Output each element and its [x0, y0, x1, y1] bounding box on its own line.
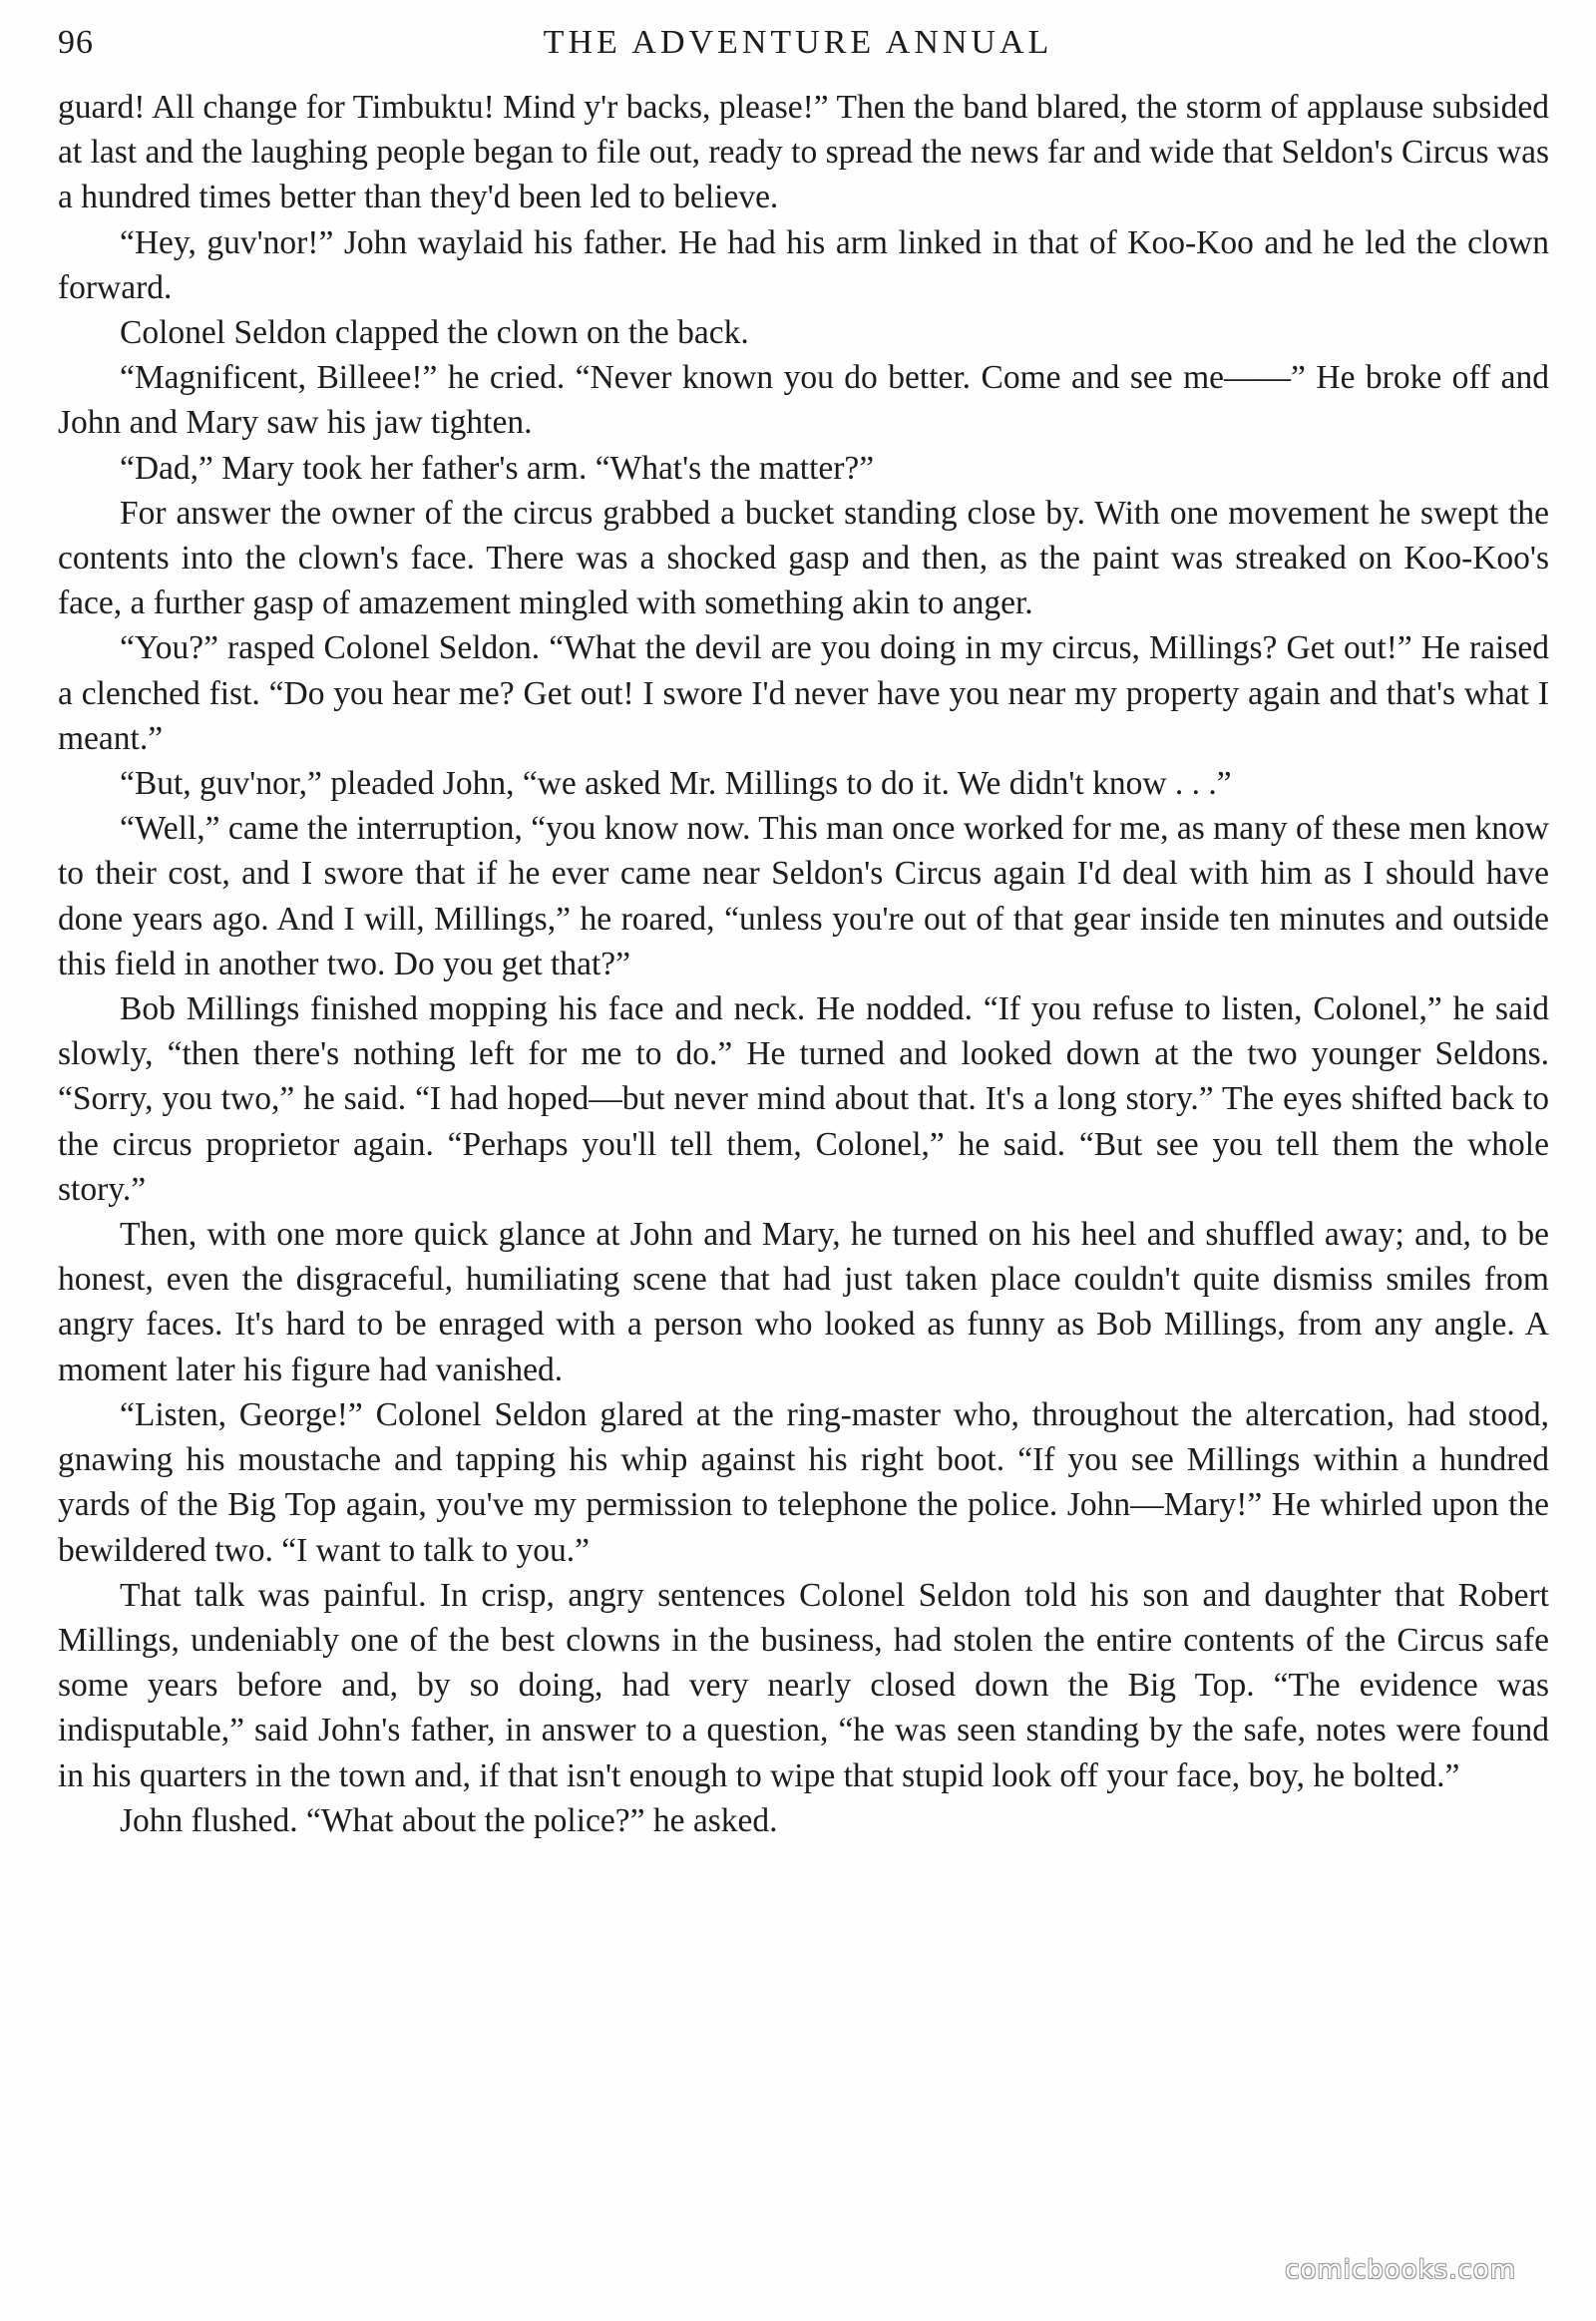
page-number: 96 [58, 24, 94, 61]
paragraph: “Well,” came the interruption, “you know now. This man once worked for me, as many of these men know to their cost, and I swore that if he ever came near Seldon's Circus again I'd deal with him as I should have done years ago. And I will, Millings,” he roared, “unless you're out of that gear inside ten minutes and outside this field in another two. Do you get that?” [58, 810, 1549, 982]
paragraph: “Dad,” Mary took her father's arm. “What's the matter?” [120, 449, 875, 487]
paragraph: guard! All change for Timbuktu! Mind y'r backs, please!” Then the band blared, the storm of applause subsided at last and the laughing people began to file out, ready to spread the news far and wide that Seldon's Circus was a hundred times better than they'd been led to believe. [58, 89, 1549, 216]
paragraph: For answer the owner of the circus grabbed a bucket standing close by. With one movement he swept the contents into the clown's face. There was a shocked gasp and then, as the paint was streaked on Koo-Koo's face, a further gasp of amazement mingled with something akin to anger. [58, 494, 1549, 622]
paragraph: Bob Millings finished mopping his face and neck. He nodded. “If you refuse to listen, Colonel,” he said slowly, “then there's nothing left for me to do.” He turned and looked down at the two younger Seldons. “Sorry, you two,” he said. “I had hoped—but never mind about that. It's a long story.” The eyes shifted back to the circus proprietor again. “Perhaps you'll tell them, Colonel,” he said. “But see you tell them the whole story.” [58, 990, 1549, 1208]
paragraph: “Hey, guv'nor!” John waylaid his father. He had his arm linked in that of Koo-Koo and he led the clown forward. [58, 223, 1549, 306]
paragraph: “You?” rasped Colonel Seldon. “What the devil are you doing in my circus, Millings? Get out!” He raised a clenched fist. “Do you hear me? Get out! I swore I'd never have you near my property again and that's what I meant.” [58, 629, 1549, 757]
paragraph: “Listen, George!” Colonel Seldon glared at the ring-master who, throughout the altercation, had stood, gnawing his moustache and tapping his whip against his right boot. “If you see Millings within a hundred yards of the Big Top again, you've my permission to telephone the police. John—Mary!” He whirled upon the bewildered two. “I want to talk to you.” [58, 1395, 1549, 1569]
paragraph: Colonel Seldon clapped the clown on the back. [120, 314, 749, 352]
paragraph: “But, guv'nor,” pleaded John, “we asked Mr. Millings to do it. We didn't know . . .” [120, 765, 1232, 803]
body-text [58, 85, 1549, 1843]
watermark: comicbooks.com [1285, 2255, 1516, 2285]
page-header [58, 24, 1538, 74]
paragraph: Then, with one more quick glance at John and Mary, he turned on his heel and shuffled away; and, to be honest, even the disgraceful, humiliating scene that had just taken place couldn't quite dismiss smiles from angry faces. It's hard to be enraged with a person who looked as funny as Bob Millings, from any angle. A moment later his figure had vanished. [58, 1216, 1549, 1388]
running-title: THE ADVENTURE ANNUAL [543, 24, 1053, 61]
paragraph: “Magnificent, Billeee!” he cried. “Never known you do better. Come and see me——” He broke off and John and Mary saw his jaw tighten. [58, 359, 1549, 442]
paragraph: John flushed. “What about the police?” he asked. [120, 1801, 778, 1839]
paragraph: That talk was painful. In crisp, angry sentences Colonel Seldon told his son and daughter that Robert Millings, undeniably one of the best clowns in the business, had stolen the entire contents of the Circus safe some years before and, by so doing, had very nearly closed down the Big Top. “The evidence was indisputable,” said John's father, in answer to a question, “he was seen standing by the safe, notes were found in his quarters in the town and, if that isn't enough to wipe that stupid look off your face, boy, he bolted.” [58, 1576, 1549, 1794]
